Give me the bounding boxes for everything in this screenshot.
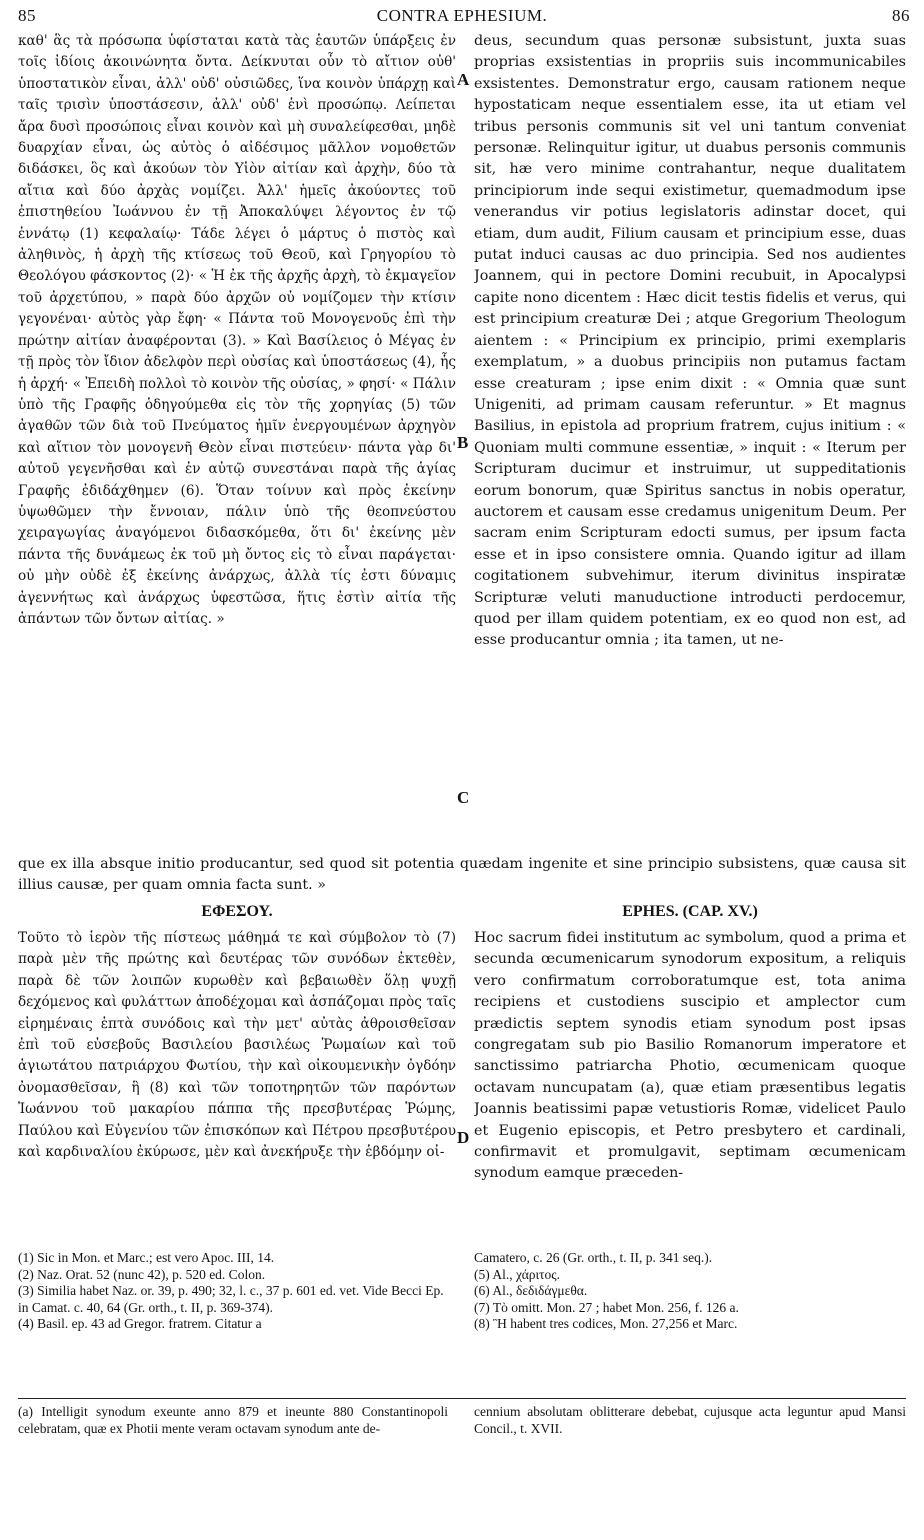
greek-column-upper: καθ' ἃς τὰ πρόσωπα ὑφίσταται κατὰ τὰς ἑαυτῶν ὑπάρξεις ἐν τοῖς ἰδίοις ἀκοινώνητα ὄντα. Δείκνυται οὖν τὸ αἴτιον οὐθ' ὑποστατικὸν εἶναι, ἀλλ' οὐδ' οὐσιῶδες, ἵνα κοινὸν ὑπάρχῃ καὶ ταῖς τρισὶν ὑποστάσεσιν, ἀλλ' οὐδ' ἑνὶ προσώπῳ. Λείπεται ἄρα δυσὶ προσώποις εἶναι κοινὸν καὶ μὴ συναλείφεσθαι, μηδὲ δυαρχίαν εἶναι, ὡς αὐτὸς ὁ αἰδέσιμος μᾶλλον νομοθετῶν διδάσκει, ὃς καὶ ἀκούων τὸν Υἱὸν αἰτίαν καὶ ἀρχὴν, δύο τὰ αἴτια καὶ δύο ἀρχὰς νομίζει. Ἀλλ' ἡμεῖς ἀκούοντες τοῦ ἐπιστηθείου Ἰωάννου ἐν τῇ Ἀποκαλύψει λέγοντος ἐν τῷ ἐννάτῳ (1) κεφαλαίῳ· Τάδε λέγει ὁ μάρτυς ὁ πιστὸς καὶ ἀληθινὸς, ἡ ἀρχὴ τῆς κτίσεως τοῦ Θεοῦ, καὶ Γρηγορίου τὸ Θεολόγου φάσκοντος (2)· « Ἡ ἐκ τῆς ἀρχῆς ἀρχὴ, τὸ ἐκμαγεῖον τοῦ ἀρχετύπου, » παρὰ δύο ἀρχῶν οὐ νομίζομεν τὴν κτίσιν γεγονέναι· αὐτὸς γὰρ ἔφη· « Πάντα τοῦ Μονογενοῦς ἐπὶ τὴν πρώτην αἰτίαν ἀναφέρονται (3). » Καὶ Βασίλειος ὁ Μέγας ἐν τῇ πρὸς τὸν ἴδιον ἀδελφὸν περὶ οὐσίας καὶ ὑποστάσεως (4), ἧς ἡ ἀρχή· « Ἐπειδὴ πολλοὶ τὸ κοινὸν τῆς οὐσίας, » φησί· « Πάλιν ὑπὸ τῆς Γραφῆς ὁδηγούμεθα εἰς τὸν τῆς χορηγίας (5) τῶν ἀγαθῶν τῶν διὰ τοῦ Πνεύματος ἡμῖν ἐνεργουμένων ἀρχηγὸν καὶ αἴτιον τὸν μονογενῆ Θεὸν εἶναι πιστεύειν· πάντα γὰρ δι' αὐτοῦ γεγενῆσθαι καὶ ἐν αὐτῷ συνεστάναι παρὰ τῆς ἁγίας Γραφῆς ἐδιδάχθημεν (6). Ὅταν τοίνυν καὶ πρὸς ἐκείνην ὑψωθῶμεν τὴν ἔννοιαν, πάλιν ὑπὸ τῆς θεοπνεύστου χειραγωγίας ἀναγόμενοι διδασκόμεθα, ὅτι δι' ἐκείνης μὲν πάντα τῆς δυνάμεως ἐκ τοῦ μὴ ὄντος εἰς τὸ εἶναι παράγεται· οὐ μὴν οὐδὲ ἐξ ἐκείνης ἀνάρχως, ἀλλὰ τίς ἐστι δύναμις ἀγεννήτως καὶ ἀνάρχως ὑφεστῶσα, ἥτις ἐστὶν αἰτία τῆς ἁπάντων τῶν ὄντων αἰτίας. » [18, 33, 456, 627]
greek-heading: ΕΦΕΣΟΥ. [201, 903, 273, 920]
page-number-left: 85 [18, 6, 36, 25]
marker-d: D [457, 1128, 470, 1147]
greek-column-lower: Τοῦτο τὸ ἱερὸν τῆς πίστεως μάθημά τε καὶ σύμβολον τὸ (7) παρὰ μὲν τῆς πρώτης καὶ δευτέρας τῶν συνόδων ἐκτεθὲν, παρὰ δὲ τῶν λοιπῶν κυρωθὲν καὶ βεβαιωθὲν ὅλῃ ψυχῇ δεχόμενος καὶ φυλάττων ἀποδέχομαι καὶ ἀσπάζομαι πρὸς ταῖς εἰρημέναις ἑπτὰ συνόδοις καὶ τὴν μετ' αὐτὰς ἀθροισθεῖσαν ἐπὶ τοῦ εὐσεβοῦς Βασιλείου βασιλέως Ῥωμαίων καὶ τοῦ ἁγιωτάτου πατριάρχου Φωτίου, τὴν καὶ οἰκουμενικὴν ὀγδόην ὀνομασθεῖσαν, ἣ (8) καὶ τῶν τοποτηρητῶν τῶν παρόντων Ἰωάννου τοῦ μακαρίου πάππα τῆς πρεσβυτέρας Ῥώμης, Παύλου καὶ Εὐγενίου τῶν ἐπισκόπων καὶ Πέτρου πρεσβυτέρου καὶ καρδιναλίου ἐκύρωσε, μὲν καὶ ἀνεκήρυξε τὴν ἑβδόμην οἰ- [18, 930, 456, 1161]
spanning-line: que ex illa absque initio producantur, sed quod sit potentia quædam ingenite et sine principio subsistens, quæ causa sit illius causæ, per quam omnia facta sunt. » [18, 856, 906, 894]
footnote: (5) Al., χάριτος. [474, 1266, 561, 1282]
page-number-right: 86 [892, 6, 910, 25]
footnote: (2) Naz. Orat. 52 (nunc 42), p. 520 ed. Colon. [18, 1266, 266, 1282]
footnote: (4) Basil. ep. 43 ad Gregor. fratrem. Citatur a [18, 1316, 262, 1331]
running-title: CONTRA EPHESIUM. [376, 6, 548, 25]
marker-b: B [457, 433, 469, 452]
note-divider [18, 1398, 906, 1399]
marker-c: C [457, 788, 470, 807]
footnotes-right [474, 1250, 906, 1382]
editorial-note-left: (a) Intelligit synodum exeunte anno 879 et ineunte 880 Constantinopoli celebratam, quæ ex Photii mente veram octavam synodum ante de- [18, 1404, 448, 1436]
footnote: (7) Τὸ omitt. Mon. 27 ; habet Mon. 256, f. 126 a. [474, 1299, 739, 1315]
latin-column-upper: deus, secundum quas personæ subsistunt, juxta suas proprias exsistentias in propriis suis incommunicabiles exsistentes. Demonstratur ergo, causam rationem neque hypostaticam neque essentialem esse, ita ut etiam vel tribus personis communis sit vel uni tantum conveniat personæ. Relinquitur igitur, ut duabus personis communis sit, hæ vero minime contrahantur, neque dualitatem principiorum inde sequi existimetur, quemadmodum ipse venerandus vir potius legislatoris adinstar docet, qui etiam, dum audit, Filium causam et principium esse, duas putat induci causas ac duo principia. Sed nos audientes Joannem, qui in pectore Domini recubuit, in Apocalypsi capite nono dicentem : Hæc dicit testis fidelis et verus, qui est principium creaturæ Dei ; atque Gregorium Theologum aientem : « Principium ex principio, primi exemplaris exemplatum, » a duobus principiis non putamus factam esse creaturam ; ipse enim dixit : « Omnia quæ sunt Unigeniti, ad primam causam referuntur. » Et magnus Basilius, in epistola ad proprium fratrem, cujus initium : « Quoniam multi commune essentiæ, » inquit : « Iterum per Scripturam ducimur et instruimur, ut suppeditationis eorum bonorum, quæ Spiritus sanctus in nobis operatur, auctorem et causam esse credamus unigenitum Deum. Per sacram enim Scripturam edocti sumus, per ipsum facta esse et in ipso consistere omnia. Quando igitur ad illam cogitationem subvehimur, iterum divinitus inspiratæ Scripturæ veluti manuductione introducti perdocemur, quod per illam quidem potentiam, ex eo quod non est, ad esse producantur omnia ; ita tamen, ut ne- [474, 33, 906, 649]
footnote: (1) Sic in Mon. et Marc.; est vero Apoc. III, 14. [18, 1250, 275, 1265]
footnote: (3) Similia habet Naz. or. 39, p. 490; 32, l. c., 37 p. 601 ed. vet. Vide Becci Ep. in Camat. c. 40, 64 (Gr. orth., t. II, p. 369-374). [18, 1283, 444, 1315]
footnote: (6) Al., δεδιδάγμεθα. [474, 1283, 588, 1298]
editorial-note-right: cennium absolutam oblitterare debebat, cujusque acta leguntur apud Mansi Concil., t. XVII. [474, 1404, 906, 1436]
latin-column-lower: Hoc sacrum fidei institutum ac symbolum, quod a prima et secunda œcumenicarum synodorum expositum, a reliquis vero confirmatum corroboratumque est, tota anima recipiens et custodiens suscipio et amplector cum prædictis septem synodis etiam synodum post ipsas congregatam sub pio Basilio Romanorum imperatore et sanctissimo patriarcha Photio, œcumenicam quoque octavam nuncupatam (a), quæ etiam præsentibus legatis Joannis beatissimi papæ vetustioris Romæ, videlicet Paulo et Eugenio episcopis, et Petro presbytero et cardinali, confirmavit et promulgavit, septimam œcumenicam synodum eamque præceden- [474, 930, 906, 1182]
footnotes-left [18, 1250, 448, 1382]
marker-a: A [457, 70, 470, 89]
footnote: Camatero, c. 26 (Gr. orth., t. II, p. 341 seq.). [474, 1250, 713, 1265]
latin-heading: EPHES. (CAP. XV.) [622, 903, 758, 920]
footnote: (8) Ἣ habent tres codices, Mon. 27,256 et Marc. [474, 1316, 738, 1331]
